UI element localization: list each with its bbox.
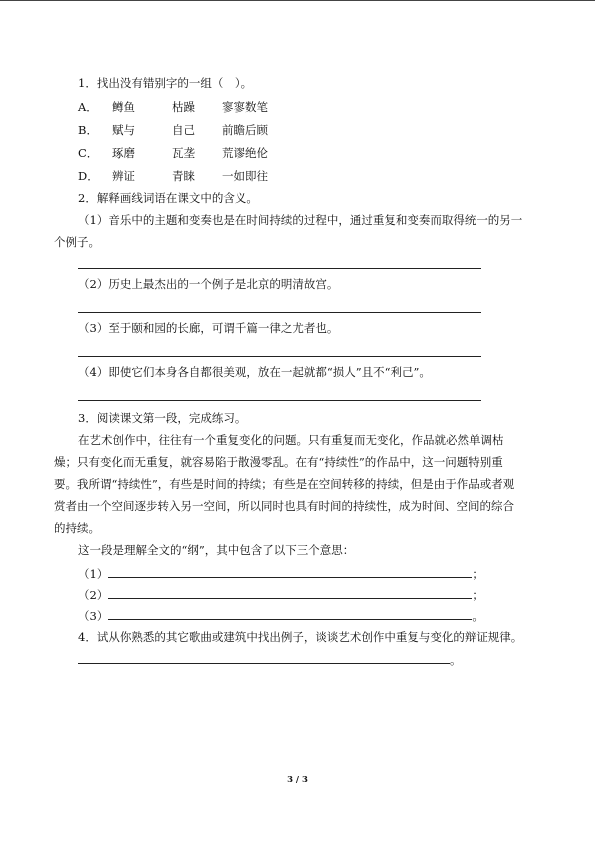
q2-sentence-1-cont: 个例子。 — [54, 235, 100, 249]
option-word: 赋与 — [112, 123, 135, 137]
q2-answer-line-4[interactable] — [78, 400, 481, 401]
q4-prompt: 4．试从你熟悉的其它歌曲或建筑中找出例子，谈谈艺术创作中重复与变化的辩证规律。 — [78, 630, 523, 644]
q1-option-a — [78, 100, 268, 114]
option-label: A． — [78, 100, 98, 114]
q3-passage-line: 在艺术创作中，往往有一个重复变化的问题。只有重复而无变化，作品就必然单调枯 — [78, 433, 504, 447]
item-end: ； — [472, 588, 484, 602]
option-word: 辨证 — [112, 169, 135, 183]
item-end: ； — [472, 567, 484, 581]
q2-answer-line-2[interactable] — [78, 312, 481, 313]
option-word: 前瞻后顾 — [222, 123, 268, 137]
q1-option-b — [78, 123, 268, 137]
q3-answer-blank-1[interactable] — [108, 566, 472, 578]
option-word: 鳟鱼 — [112, 100, 135, 114]
q2-sentence-4: （4）即使它们本身各自都很美观，放在一起就都“损人”且不“利己”。 — [78, 365, 431, 379]
q3-item-1 — [78, 566, 484, 581]
q3-answer-blank-3[interactable] — [108, 608, 472, 620]
q4-answer — [78, 652, 462, 667]
item-number: （1） — [78, 567, 109, 581]
q3-answer-blank-2[interactable] — [108, 587, 472, 599]
option-label: B． — [78, 123, 98, 137]
q3-passage-line: 的持续。 — [54, 521, 100, 535]
option-word: 荒谬绝伦 — [222, 146, 268, 160]
q4-answer-blank[interactable] — [78, 652, 450, 664]
q4-end: 。 — [450, 653, 462, 667]
option-word: 枯躁 — [172, 100, 195, 114]
option-word: 琢磨 — [112, 146, 135, 160]
page-top-border — [0, 0, 595, 1]
option-word: 一如即往 — [222, 169, 268, 183]
item-end: 。 — [472, 609, 484, 623]
q3-prompt: 3．阅读课文第一段，完成练习。 — [78, 411, 247, 425]
q3-passage-line: 赏者由一个空间逐步转入另一空间，所以同时也具有时间的持续性，成为时间、空间的综合 — [54, 499, 514, 513]
option-word: 自己 — [172, 123, 195, 137]
q2-answer-line-3[interactable] — [78, 356, 481, 357]
option-word: 瓦垄 — [172, 146, 195, 160]
q2-sentence-2: （2）历史上最杰出的一个例子是北京的明清故宫。 — [78, 277, 339, 291]
option-word: 寥寥数笔 — [222, 100, 268, 114]
option-label: D． — [78, 169, 99, 183]
q3-item-3 — [78, 608, 484, 623]
q3-passage-line: 要。我所谓“持续性”，有些是时间的持续；有些是在空间转移的持续，但是由于作品或者观 — [54, 477, 515, 491]
q3-item-2 — [78, 587, 484, 602]
q1-option-d — [78, 169, 268, 183]
q2-answer-line-1[interactable] — [78, 268, 481, 269]
option-word: 青睐 — [172, 169, 195, 183]
q3-passage-line: 燥；只有变化而无重复，就容易陷于散漫零乱。在有“持续性”的作品中，这一问题特别重 — [54, 455, 503, 469]
q2-prompt: 2．解释画线词语在课文中的含义。 — [78, 191, 258, 205]
q1-prompt: 1．找出没有错别字的一组（ ）。 — [78, 76, 253, 90]
q3-lead: 这一段是理解全文的“纲”，其中包含了以下三个意思： — [78, 543, 355, 557]
option-label: C． — [78, 146, 99, 160]
page-number: 3 / 3 — [287, 775, 308, 785]
q1-option-c — [78, 146, 268, 160]
q2-sentence-1: （1）音乐中的主题和变奏也是在时间持续的过程中，通过重复和变奏而取得统一的另一 — [78, 213, 523, 227]
q2-sentence-3: （3）至于颐和园的长廊，可谓千篇一律之尤者也。 — [78, 321, 339, 335]
item-number: （3） — [78, 609, 109, 623]
item-number: （2） — [78, 588, 109, 602]
